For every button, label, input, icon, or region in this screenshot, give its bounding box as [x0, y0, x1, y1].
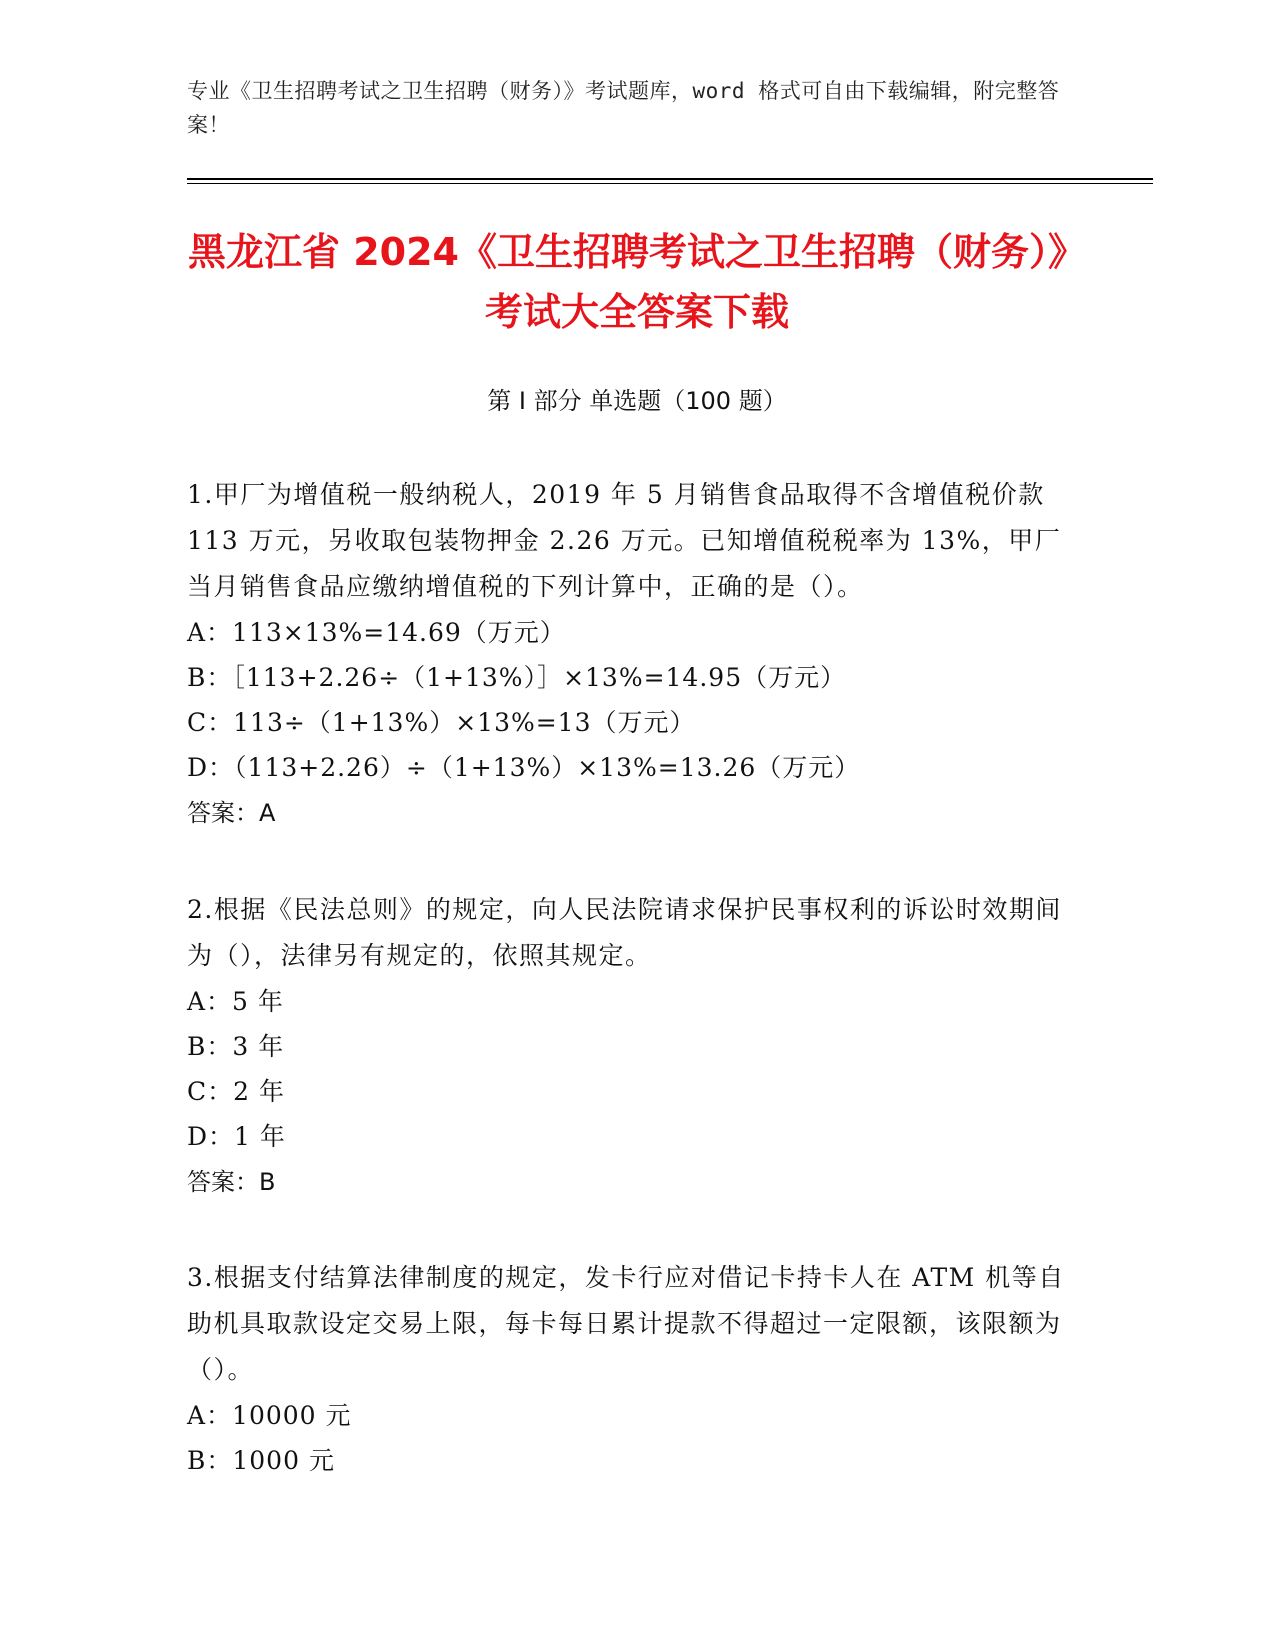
header-divider-thick [187, 178, 1153, 180]
question-1 [187, 472, 1067, 836]
section-heading: 第 I 部分 单选题（100 题） [487, 387, 787, 415]
answer-label: 答案：B [187, 1168, 276, 1196]
header-divider-thin [187, 183, 1153, 184]
option-b: B：1000 元 [187, 1446, 335, 1475]
option-b: B：3 年 [187, 1032, 285, 1061]
option-d: D：1 年 [187, 1122, 286, 1151]
option-a: A：113×13%=14.69（万元） [187, 618, 566, 647]
document-title: 黑龙江省 2024《卫生招聘考试之卫生招聘（财务）》考试大全答案下载 [188, 230, 1086, 334]
option-c: C：2 年 [187, 1077, 285, 1106]
answer-label: 答案：A [187, 799, 276, 827]
option-c: C：113÷（1+13%）×13%=13（万元） [187, 708, 696, 737]
option-a: A：5 年 [187, 987, 284, 1016]
option-b: B：［113+2.26÷（1+13%）］×13%=14.95（万元） [187, 663, 847, 692]
question-stem: 2.根据《民法总则》的规定，向人民法院请求保护民事权利的诉讼时效期间为（），法律另有规定的，依照其规定。 [187, 895, 1062, 970]
question-stem: 1.甲厂为增值税一般纳税人，2019 年 5 月销售食品取得不含增值税价款 113 万元，另收取包装物押金 2.26 万元。已知增值税税率为 13%，甲厂当月销售食品应缴纳增值税的下列计算中，正确的是（）。 [187, 480, 1062, 601]
question-2 [187, 887, 1067, 1205]
option-d: D：（113+2.26）÷（1+13%）×13%=13.26（万元） [187, 753, 861, 782]
header-note: 专业《卫生招聘考试之卫生招聘（财务）》考试题库，word 格式可自由下载编辑，附完整答案！ [187, 79, 1060, 137]
option-a: A：10000 元 [187, 1401, 352, 1430]
question-3 [187, 1255, 1067, 1483]
question-stem: 3.根据支付结算法律制度的规定，发卡行应对借记卡持卡人在 ATM 机等自助机具取款设定交易上限，每卡每日累计提款不得超过一定限额，该限额为（）。 [187, 1263, 1065, 1384]
